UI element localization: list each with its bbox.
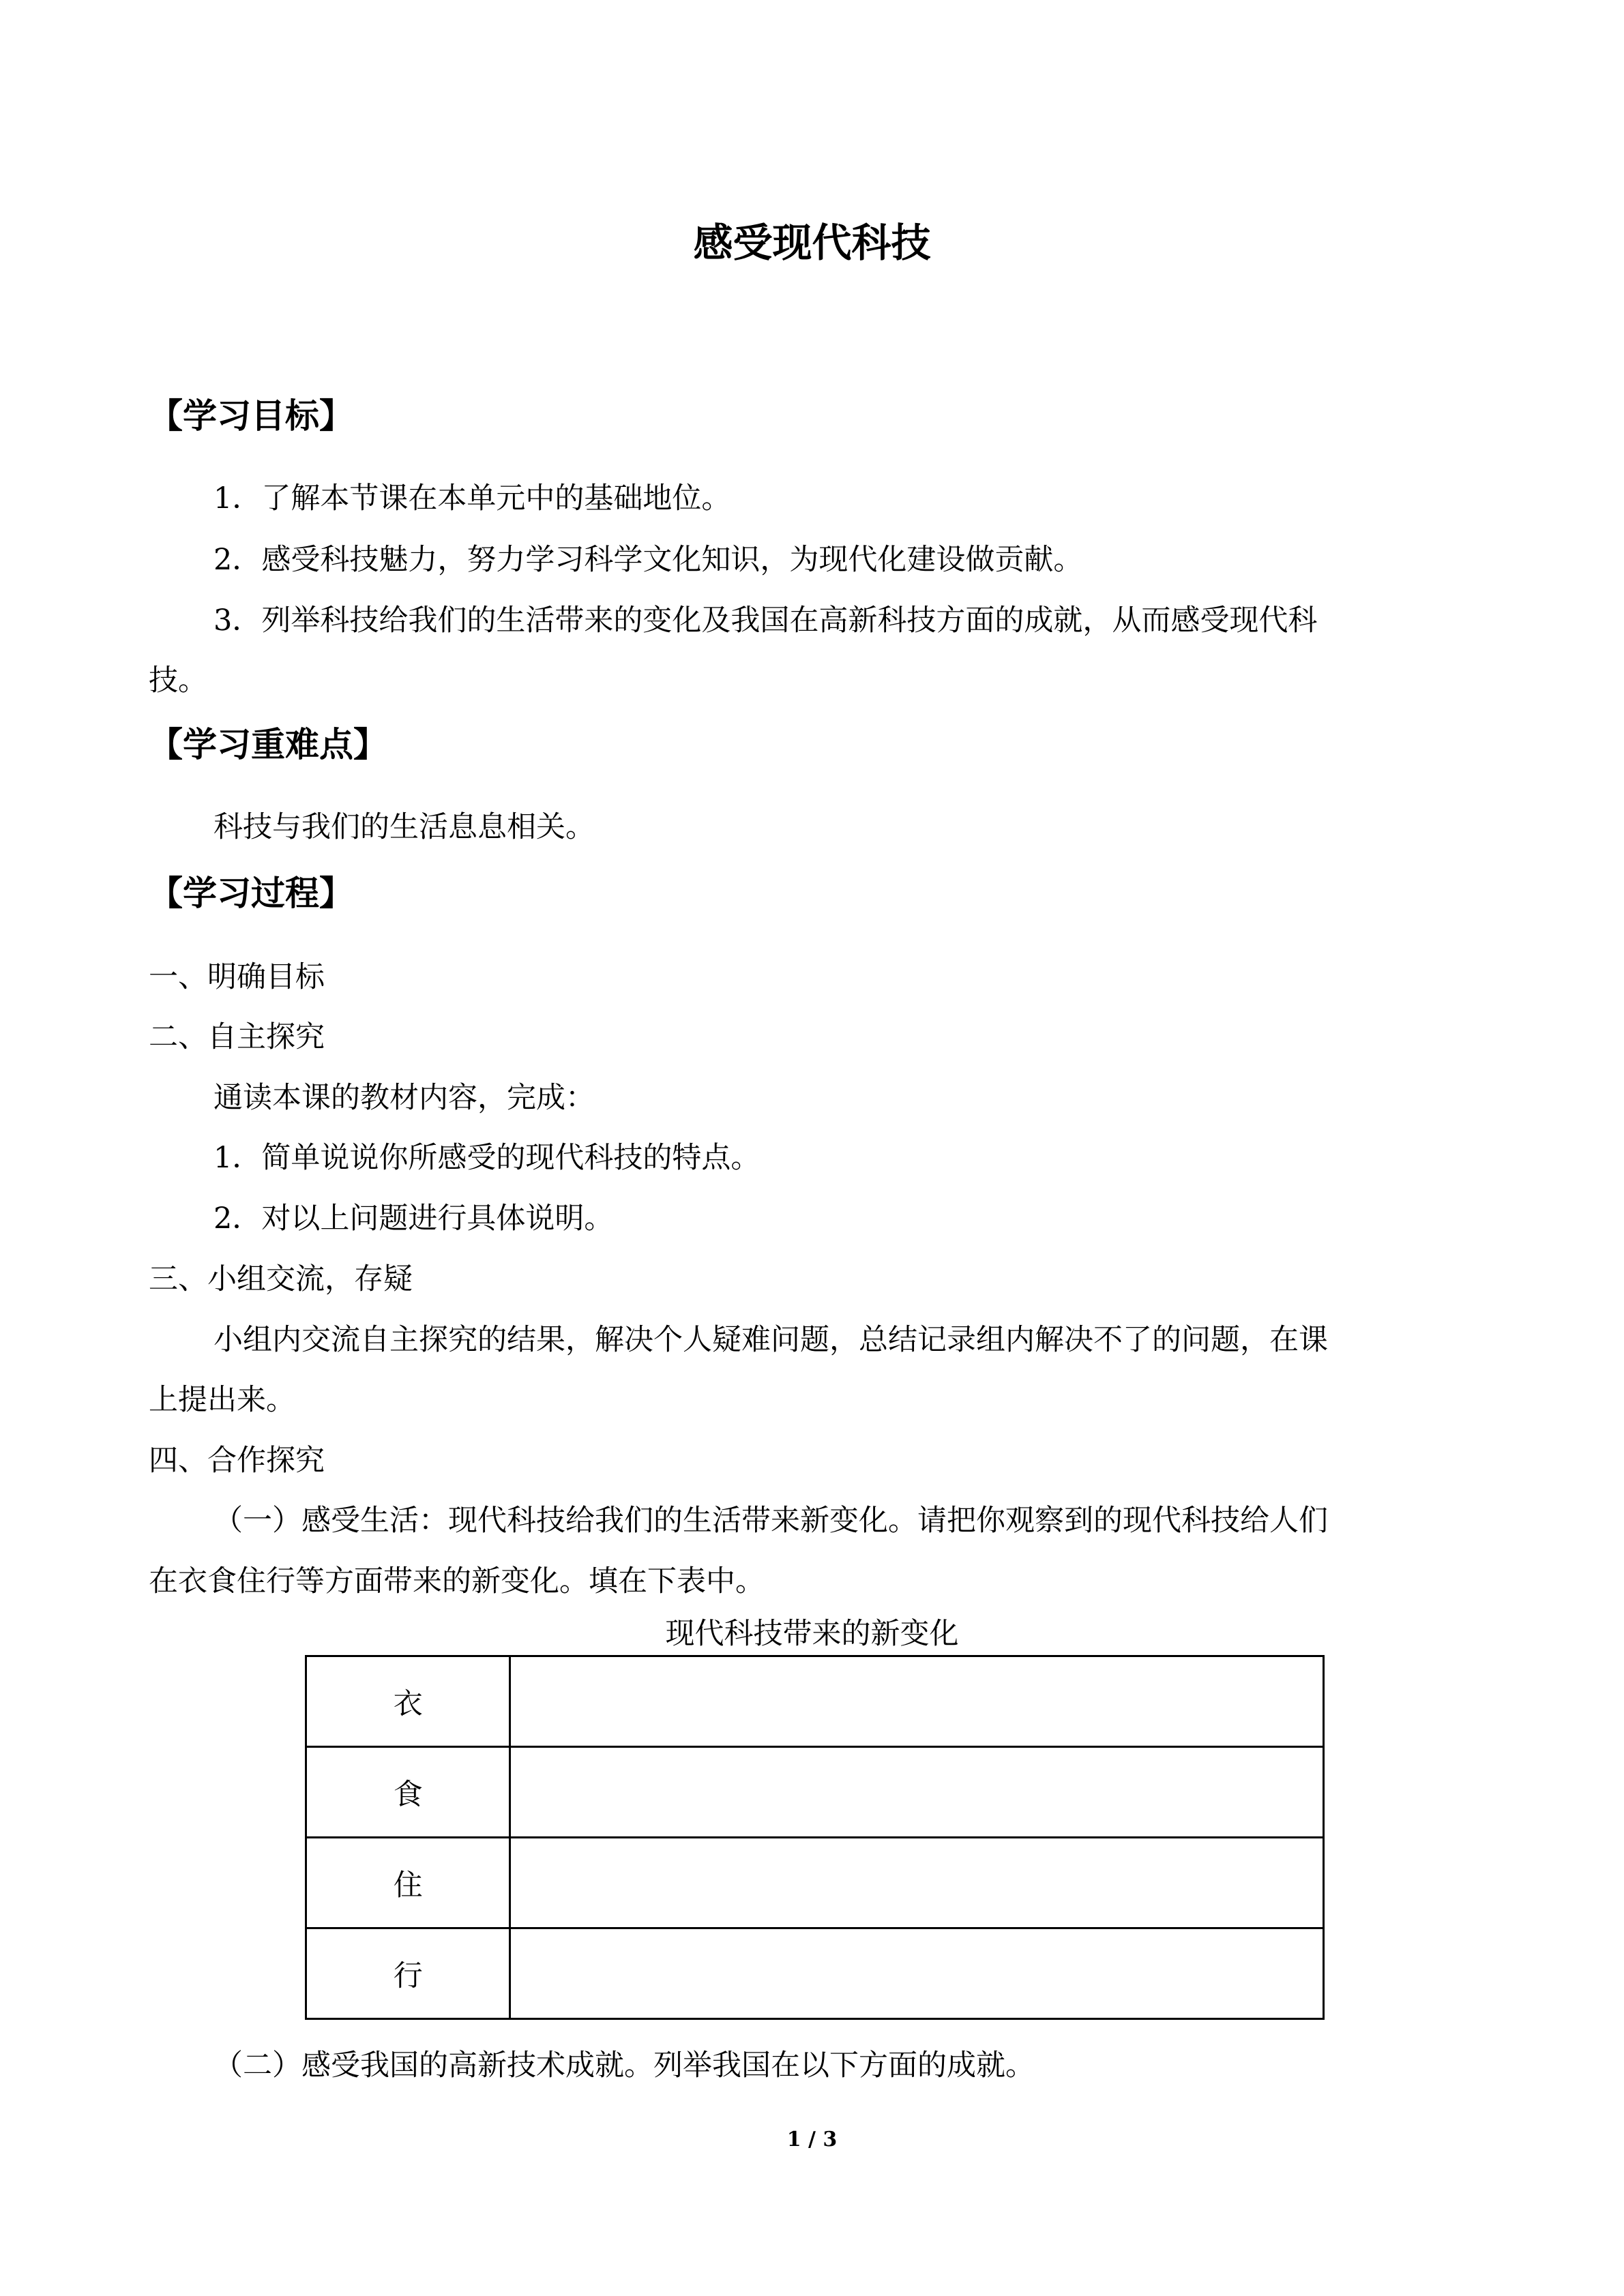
table-row bbox=[306, 1656, 1324, 1747]
table-row bbox=[306, 1747, 1324, 1838]
step-2-intro: 通读本课的教材内容，完成： bbox=[213, 1081, 595, 1115]
part-1-line-2: 在衣食住行等方面带来的新变化。填在下表中。 bbox=[149, 1564, 765, 1598]
step-3-title: 三、小组交流，存疑 bbox=[149, 1262, 413, 1296]
goals-heading: 【学习目标】 bbox=[149, 396, 353, 436]
changes-table bbox=[305, 1655, 1325, 2020]
step-2-question-1: 1．简单说说你所感受的现代科技的特点。 bbox=[213, 1141, 761, 1175]
step-3-text-line-1: 小组内交流自主探究的结果，解决个人疑难问题，总结记录组内解决不了的问题，在课 bbox=[213, 1323, 1328, 1357]
goal-item-3: 3．列举科技给我们的生活带来的变化及我国在高新科技方面的成就，从而感受现代科 bbox=[213, 603, 1318, 638]
goal-item-2: 2．感受科技魅力，努力学习科学文化知识，为现代化建设做贡献。 bbox=[213, 543, 1083, 577]
table-row bbox=[306, 1838, 1324, 1928]
part-2-text: （二）感受我国的高新技术成就。列举我国在以下方面的成就。 bbox=[213, 2048, 1035, 2083]
table-row-label-housing: 住 bbox=[306, 1838, 510, 1928]
step-2-question-2: 2．对以上问题进行具体说明。 bbox=[213, 1202, 614, 1236]
key-points-heading: 【学习重难点】 bbox=[149, 725, 387, 764]
step-3-text-line-2: 上提出来。 bbox=[149, 1383, 295, 1417]
step-4-title: 四、合作探究 bbox=[149, 1444, 325, 1478]
page-title: 感受现代科技 bbox=[693, 220, 931, 266]
step-1-title: 一、明确目标 bbox=[149, 960, 325, 994]
table-cell-food-answer[interactable] bbox=[510, 1747, 1324, 1838]
key-points-text: 科技与我们的生活息息相关。 bbox=[213, 810, 595, 844]
table-row-label-clothing: 衣 bbox=[306, 1656, 510, 1747]
table-row-label-transport: 行 bbox=[306, 1928, 510, 2019]
table-caption: 现代科技带来的新变化 bbox=[665, 1617, 959, 1651]
table-cell-transport-answer[interactable] bbox=[510, 1928, 1324, 2019]
step-2-title: 二、自主探究 bbox=[149, 1020, 325, 1054]
table-row-label-food: 食 bbox=[306, 1747, 510, 1838]
table-row bbox=[306, 1928, 1324, 2019]
process-heading: 【学习过程】 bbox=[149, 874, 353, 913]
table-cell-clothing-answer[interactable] bbox=[510, 1656, 1324, 1747]
table-cell-housing-answer[interactable] bbox=[510, 1838, 1324, 1928]
part-1-line-1: （一）感受生活：现代科技给我们的生活带来新变化。请把你观察到的现代科技给人们 bbox=[213, 1504, 1328, 1538]
goal-item-3-continued: 技。 bbox=[149, 664, 207, 698]
goal-item-1: 1．了解本节课在本单元中的基础地位。 bbox=[213, 481, 731, 516]
page-indicator: 1 / 3 bbox=[786, 2128, 838, 2151]
